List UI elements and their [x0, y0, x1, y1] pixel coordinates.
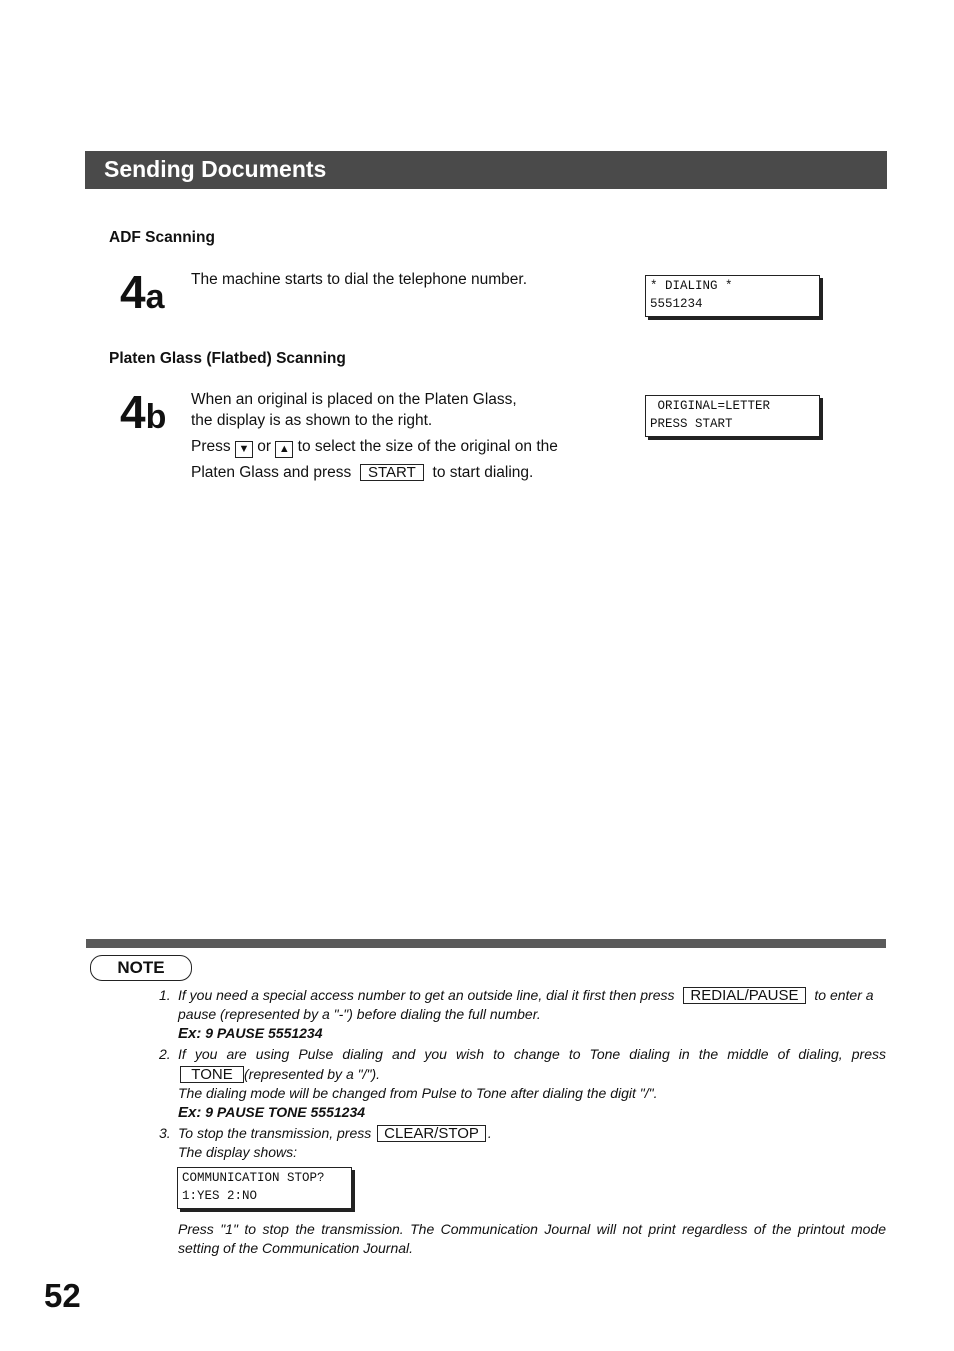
- lcd-display-communication-stop: COMMUNICATION STOP? 1:YES 2:NO: [177, 1167, 352, 1209]
- tone-key: TONE: [180, 1066, 244, 1083]
- lcd-display-dialing: * DIALING * 5551234: [645, 275, 820, 317]
- platen-heading: Platen Glass (Flatbed) Scanning: [109, 350, 346, 367]
- note-item-3-line-1: To stop the transmission, press CLEAR/STOP .: [178, 1125, 492, 1142]
- clear-stop-key: CLEAR/STOP: [377, 1125, 486, 1142]
- adf-step-text: The machine starts to dial the telephone number.: [191, 271, 528, 288]
- platen-line-4: Platen Glass and press START to start dialing.: [191, 464, 534, 481]
- step-4b-number: 4b: [120, 386, 167, 438]
- note-item-3-line-4: setting of the Communication Journal.: [178, 1240, 414, 1256]
- note-item-1-line-2: pause (represented by a "-") before dialing the full number.: [178, 1006, 541, 1022]
- adf-heading: ADF Scanning: [109, 229, 215, 246]
- note-item-3-number: 3.: [159, 1125, 171, 1141]
- down-arrow-key-icon: ▼: [235, 441, 253, 458]
- lcd-display-original: ORIGINAL=LETTER PRESS START: [645, 395, 820, 437]
- note-item-3-line-2: The display shows:: [178, 1144, 298, 1160]
- step-4a-number: 4a: [120, 266, 165, 318]
- page-number: 52: [44, 1277, 81, 1314]
- platen-line-1: When an original is placed on the Platen Glass,: [191, 391, 517, 408]
- note-label: NOTE: [90, 955, 192, 981]
- platen-step-text: [191, 389, 611, 483]
- redial-pause-key: REDIAL/PAUSE: [683, 987, 805, 1004]
- platen-line-3: Press ▼ or ▲ to select the size of the original on the: [191, 436, 611, 458]
- note-item-2-example: Ex: 9 PAUSE TONE 5551234: [178, 1104, 366, 1121]
- note-divider: [86, 939, 886, 948]
- start-key: START: [360, 464, 424, 481]
- note-item-2-number: 2.: [159, 1046, 171, 1062]
- platen-line-2: the display is as shown to the right.: [191, 412, 433, 429]
- note-item-2-line-1: If you are using Pulse dialing and you wish to change to Tone dialing in the middle of dialing, press: [178, 1046, 886, 1062]
- note-item-2-line-2: TONE (represented by a "/").: [178, 1065, 380, 1084]
- note-item-1-number: 1.: [159, 987, 171, 1003]
- page-title: Sending Documents: [104, 156, 327, 182]
- up-arrow-key-icon: ▲: [275, 441, 293, 458]
- note-item-2-line-3: The dialing mode will be changed from Pulse to Tone after dialing the digit "/".: [178, 1085, 658, 1101]
- note-item-1-example: Ex: 9 PAUSE 5551234: [178, 1025, 323, 1042]
- note-item-3-line-3: Press "1" to stop the transmission. The Communication Journal will not print regardless of the printout mode: [178, 1221, 886, 1237]
- note-item-1-line-1: If you need a special access number to get an outside line, dial it first then press REDIAL/PAUSE to enter a: [178, 987, 874, 1004]
